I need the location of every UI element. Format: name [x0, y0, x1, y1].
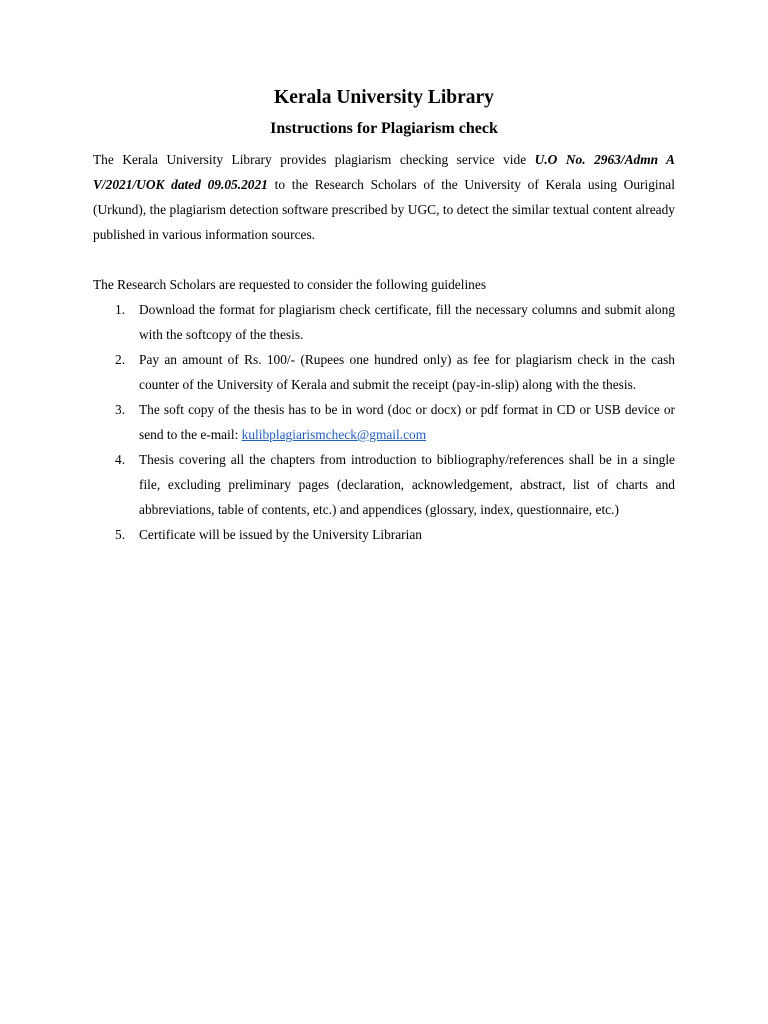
guideline-item [93, 447, 675, 522]
guideline-number: 1. [115, 302, 126, 317]
guideline-item [93, 347, 675, 397]
guideline-item [93, 297, 675, 347]
guideline-number: 4. [115, 452, 126, 467]
intro-paragraph-part1: The Kerala University Library provides plagiarism checking service vide [93, 152, 535, 167]
guidelines-list [93, 297, 675, 547]
guideline-number: 3. [115, 402, 126, 417]
guideline-text: Certificate will be issued by the University Librarian [139, 527, 422, 542]
guideline-item [93, 397, 675, 447]
guideline-text: Download the format for plagiarism check certificate, fill the necessary columns and submit along with the softcopy of the thesis. [139, 302, 675, 342]
intro-paragraph-part2: to the Research Scholars of the University of Kerala using Ouriginal (Urkund), the plagiarism detection software prescribed by UGC, to detect the similar textual content already published in various information sources. [93, 177, 675, 242]
intro-paragraph [93, 147, 675, 247]
guideline-item [93, 522, 675, 547]
email-link[interactable]: kulibplagiarismcheck@gmail.com [241, 427, 427, 442]
document-title: Kerala University Library [274, 87, 494, 108]
guideline-number: 2. [115, 352, 126, 367]
guideline-text: Pay an amount of Rs. 100/- (Rupees one hundred only) as fee for plagiarism check in the cash counter of the University of Kerala and submit the receipt (pay-in-slip) along with the thesis. [139, 352, 675, 392]
guideline-text: Thesis covering all the chapters from introduction to bibliography/references shall be in a single file, excluding preliminary pages (declaration, acknowledgement, abstract, list of charts and abbreviations, table of contents, etc.) and appendices (glossary, index, questionnaire, etc.) [139, 452, 675, 517]
guideline-number: 5. [115, 527, 126, 542]
document-subtitle: Instructions for Plagiarism check [270, 120, 498, 137]
guideline-text: The soft copy of the thesis has to be in word (doc or docx) or pdf format in CD or USB device or send to the e-mail: [139, 402, 675, 442]
guidelines-intro: The Research Scholars are requested to consider the following guidelines [93, 277, 487, 292]
order-reference: U.O No. 2963/Admn A V/2021/UOK dated 09.05.2021 [93, 152, 675, 192]
